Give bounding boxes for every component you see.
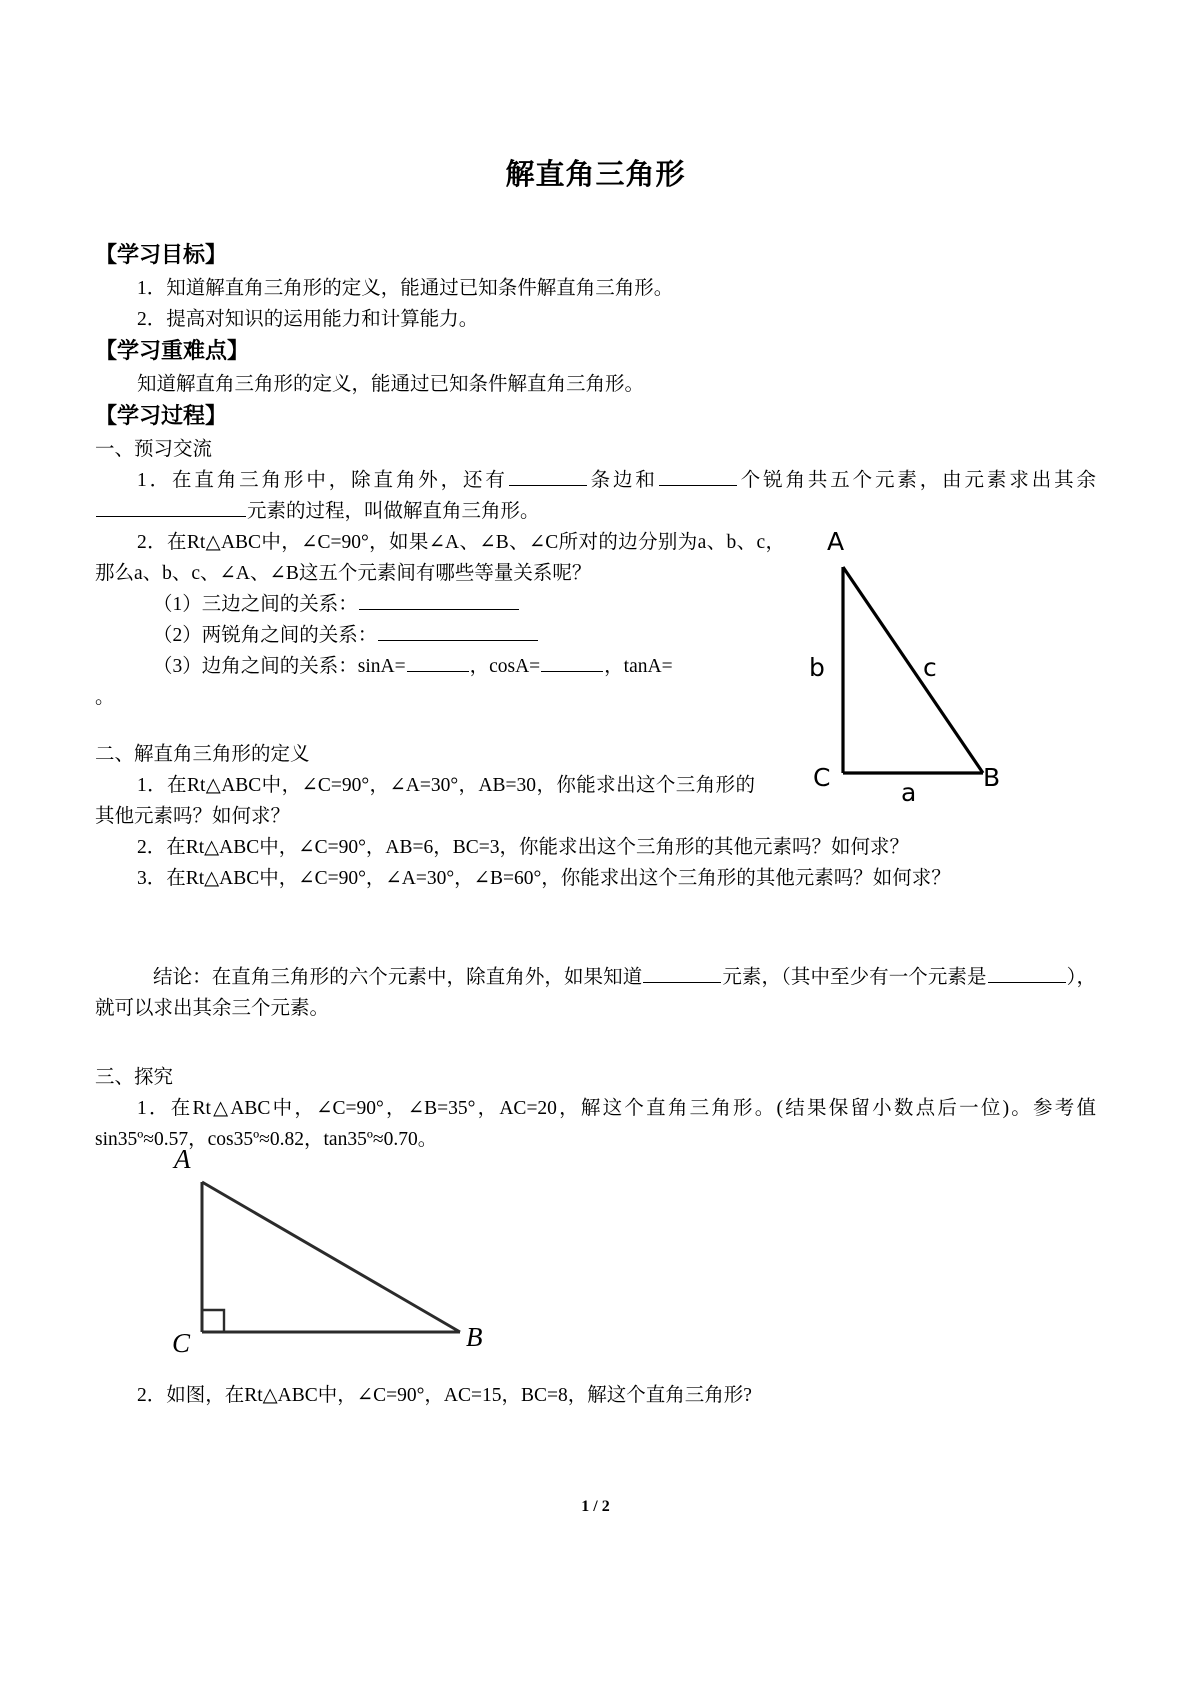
spacer xyxy=(95,940,1096,962)
figure1-label-B: B xyxy=(983,763,1001,792)
spacer xyxy=(95,1024,1096,1050)
part1-question-2: 2．在Rt△ABC中，∠C=90°，如果∠A、∠B、∠C所对的边分别为a、b、c，那么a、b、c、∠A、∠B这五个元素间有哪些等量关系呢？ xyxy=(95,532,785,584)
spacer xyxy=(95,1050,1096,1062)
figure-triangle-abc-2 xyxy=(160,1144,520,1370)
blank-field-remaining-elements[interactable] xyxy=(96,498,246,517)
figure1-label-side-a: a xyxy=(901,778,917,807)
spacer xyxy=(95,193,1096,239)
blank-field-two-acute-relation[interactable] xyxy=(378,622,538,641)
section-heading-key-points: 【学习重难点】 xyxy=(95,339,250,364)
blank-field-at-least-one[interactable] xyxy=(988,964,1066,983)
figure2-label-B: B xyxy=(466,1322,483,1352)
part1-q1-text-a: 1．在直角三角形中，除直角外，还有 xyxy=(137,470,508,491)
part3-label: 三、探究 xyxy=(95,1067,174,1088)
part1-q1-text-c: 个锐角共五个元素，由元素求出其余 xyxy=(737,470,1096,491)
part1-question-1 xyxy=(95,465,1096,527)
blank-field-acute-angles[interactable] xyxy=(659,467,737,486)
blank-field-sides[interactable] xyxy=(509,467,587,486)
figure1-label-side-b: b xyxy=(809,653,825,682)
section-heading-process: 【学习过程】 xyxy=(95,404,228,429)
part1-sub1-text: （1）三边之间的关系： xyxy=(153,594,358,615)
figure-triangle-abc-1 xyxy=(795,527,1015,807)
part1-q1-text-d: 元素的过程，叫做解直角三角形。 xyxy=(247,501,540,522)
blank-field-three-sides-relation[interactable] xyxy=(359,591,519,610)
figure1-label-side-c: c xyxy=(923,653,937,682)
part1-sub3-trailing-period: 。 xyxy=(95,687,115,708)
figure2-label-C: C xyxy=(172,1328,191,1358)
part1-q1-text-b: 条边和 xyxy=(587,470,658,491)
part2-label: 二、解直角三角形的定义 xyxy=(95,744,310,765)
objective-item-1: 1．知道解直角三角形的定义，能通过已知条件解直角三角形。 xyxy=(137,278,674,299)
blank-field-cosA[interactable] xyxy=(541,653,603,672)
blank-field-known-elements[interactable] xyxy=(643,964,721,983)
part3-question-2: 2．如图，在Rt△ABC中，∠C=90°，AC=15，BC=8，解这个直角三角形? xyxy=(137,1385,752,1406)
part2-question-2: 2．在Rt△ABC中，∠C=90°，AB=6，BC=3，你能求出这个三角形的其他元素吗？如何求？ xyxy=(137,837,910,858)
part2-question-1: 1．在Rt△ABC中，∠C=90°，∠A=30°，AB=30，你能求出这个三角形的其他元素吗？如何求？ xyxy=(95,775,755,827)
blank-field-sinA[interactable] xyxy=(407,653,469,672)
section-heading-objectives: 【学习目标】 xyxy=(95,243,228,268)
part2-conclusion xyxy=(95,962,1096,1024)
conclusion-text-b: 元素，（其中至少有一个元素是 xyxy=(722,967,987,988)
page-title: 解直角三角形 xyxy=(505,157,686,191)
part1-sub3-text-b: ，cosA= xyxy=(469,656,541,677)
conclusion-text-c: ），就可以求出其余三个元素。 xyxy=(95,967,1096,1019)
spacer xyxy=(95,894,1096,940)
part1-sub3-text-a: （3）边角之间的关系：sinA= xyxy=(153,656,406,677)
conclusion-text-a: 结论：在直角三角形的六个元素中，除直角外，如果知道 xyxy=(153,967,643,988)
part1-sub3-text-c: ，tanA= xyxy=(604,656,673,677)
part3-question-1: 1．在Rt△ABC中，∠C=90°，∠B=35°，AC=20，解这个直角三角形。(结果保留小数点后一位)。参考值 sin35º≈0.57，cos35º≈0.82，tan35º≈0.70。 xyxy=(95,1098,1096,1150)
part1-label: 一、预习交流 xyxy=(95,439,213,460)
figure1-label-A: A xyxy=(827,527,845,556)
part1-sub2-text: （2）两锐角之间的关系： xyxy=(153,625,378,646)
key-points-text: 知道解直角三角形的定义，能通过已知条件解直角三角形。 xyxy=(137,374,645,395)
part2-question-3: 3．在Rt△ABC中，∠C=90°，∠A=30°，∠B=60°，你能求出这个三角形的其他元素吗？如何求？ xyxy=(137,868,951,889)
page-footer: 1 / 2 xyxy=(581,1498,610,1515)
objective-item-2: 2．提高对知识的运用能力和计算能力。 xyxy=(137,309,479,330)
figure1-label-C: C xyxy=(813,763,831,792)
figure2-label-A: A xyxy=(174,1144,191,1174)
